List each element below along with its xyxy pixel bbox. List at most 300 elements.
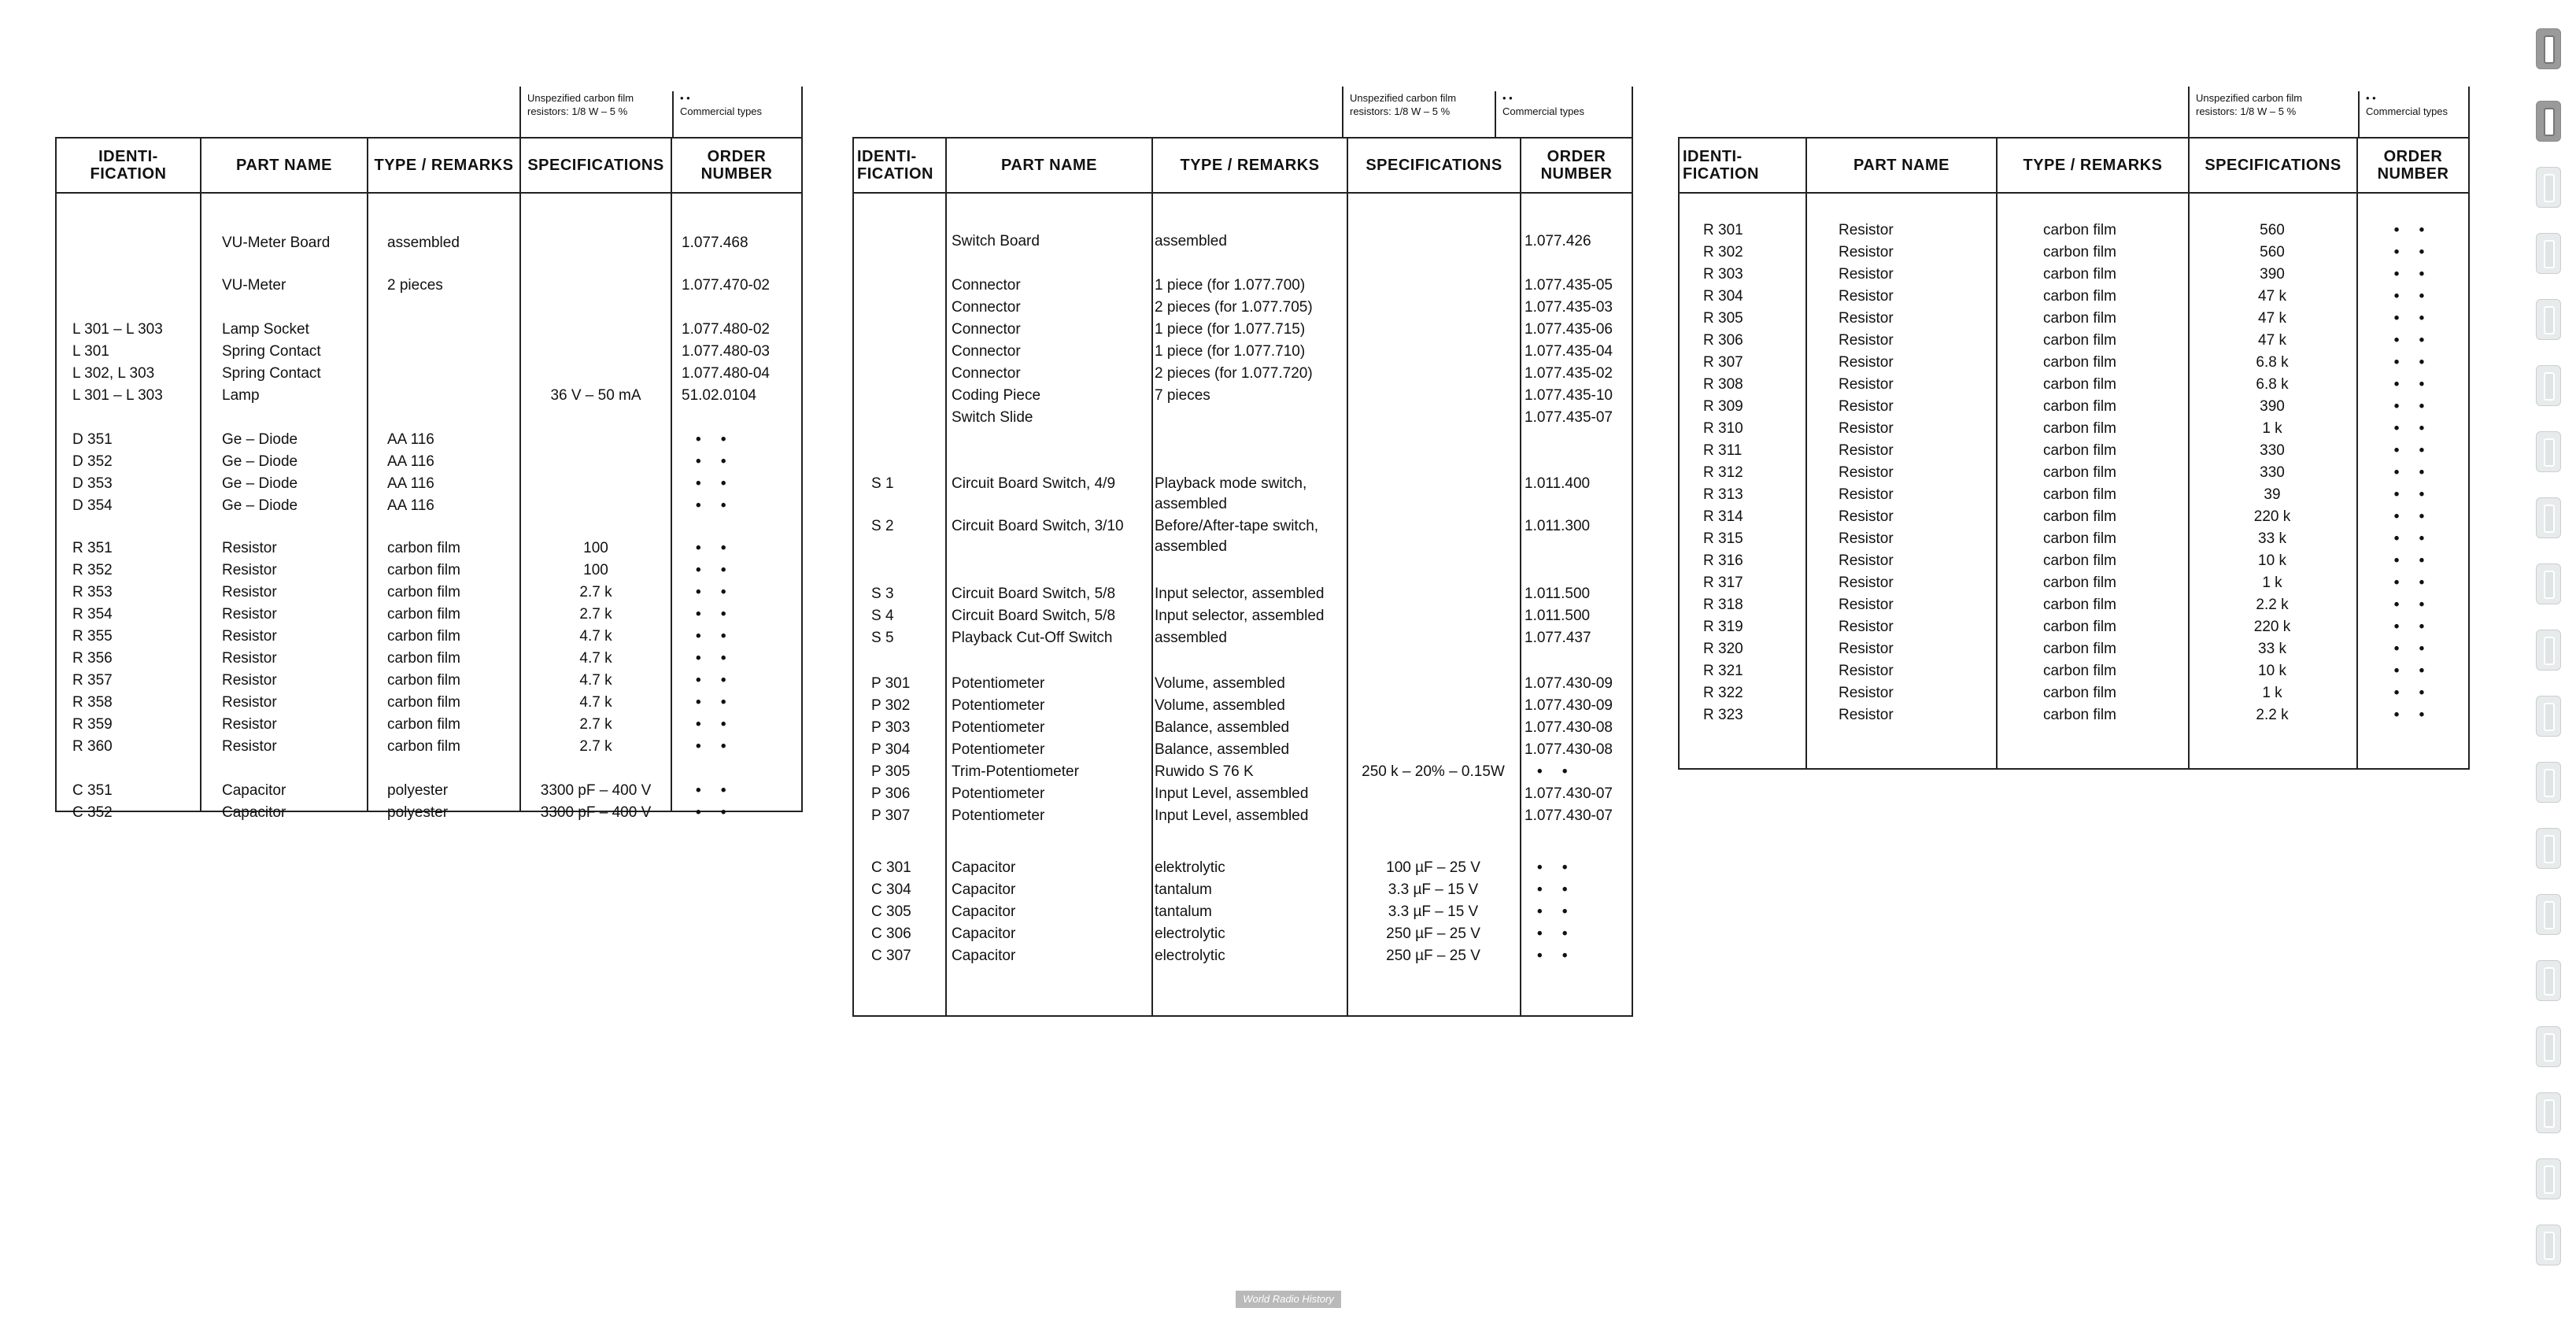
cell-identification: R 321 (1703, 663, 1743, 679)
cell-part-name: Lamp Socket (222, 321, 309, 338)
cell-type-remarks: assembled (1155, 538, 1227, 555)
unspecified-note: Unspezified carbon film resistors: 1/8 W – 5 % (2196, 92, 2303, 117)
table-row (854, 386, 1632, 406)
cell-type-remarks: carbon film (2043, 288, 2116, 305)
cell-identification: L 301 – L 303 (72, 387, 163, 404)
cell-specifications: 2.2 k (2256, 597, 2289, 613)
table-row (854, 320, 1632, 340)
table-row (57, 648, 801, 669)
table-row (1680, 331, 2468, 351)
cell-identification: P 305 (871, 763, 911, 780)
cell-order-number: 1.077.430-08 (1525, 741, 1613, 758)
cell-order-number: • • (2393, 464, 2433, 481)
cell-type-remarks: Input Level, assembled (1155, 785, 1309, 802)
cell-type-remarks: Ruwido S 76 K (1155, 763, 1254, 780)
cell-order-number: • • (696, 672, 734, 689)
header-note (2188, 87, 2470, 137)
cell-order-number: 1.077.430-09 (1525, 675, 1613, 692)
cell-part-name: Capacitor (952, 903, 1016, 920)
cell-order-number: • • (2393, 244, 2433, 260)
table-row (1680, 507, 2468, 527)
index-tab (2536, 563, 2561, 604)
cell-order-number: 1.011.500 (1525, 608, 1591, 624)
cell-identification: S 2 (871, 518, 894, 534)
cell-identification: R 308 (1703, 376, 1743, 393)
cell-specifications (521, 342, 671, 362)
table-row (57, 803, 801, 823)
cell-type-remarks: 2 pieces (for 1.077.720) (1155, 365, 1313, 382)
cell-identification: D 354 (72, 497, 113, 514)
cell-order-number: • • (2393, 663, 2433, 679)
index-tab (2536, 894, 2561, 935)
cell-part-name: Switch Slide (952, 409, 1033, 426)
table-row (57, 693, 801, 713)
cell-order-number: 1.077.470-02 (682, 277, 770, 294)
table-row (854, 342, 1632, 362)
cell-identification: R 357 (72, 672, 113, 689)
cell-identification: R 306 (1703, 332, 1743, 349)
unspecified-note: Unspezified carbon film resistors: 1/8 W – 5 % (1350, 92, 1457, 117)
cell-type-remarks: carbon film (387, 606, 460, 623)
cell-identification: P 303 (871, 719, 911, 736)
cell-specifications (1347, 516, 1520, 537)
table-row (57, 430, 801, 450)
cell-type-remarks: carbon film (2043, 597, 2116, 613)
table-row (854, 474, 1632, 494)
cell-order-number: • • (2393, 288, 2433, 305)
cell-type-remarks: assembled (1155, 496, 1227, 512)
cell-specifications: 1 k (2262, 420, 2282, 437)
cell-identification: R 302 (1703, 244, 1743, 260)
cell-identification: R 316 (1703, 552, 1743, 569)
index-tab (2536, 299, 2561, 340)
cell-identification: R 314 (1703, 508, 1743, 525)
cell-part-name: Resistor (1839, 266, 1894, 283)
cell-identification: L 301 – L 303 (72, 321, 163, 338)
cell-specifications (521, 474, 671, 494)
cell-type-remarks: Volume, assembled (1155, 675, 1285, 692)
cell-order-number: 1.077.468 (682, 235, 748, 251)
table-row (57, 233, 801, 253)
cell-type-remarks: Volume, assembled (1155, 697, 1285, 714)
table-row (57, 781, 801, 801)
table-row (1680, 705, 2468, 726)
cell-part-name: Resistor (1839, 663, 1894, 679)
cell-specifications (521, 496, 671, 516)
cell-type-remarks: carbon film (2043, 552, 2116, 569)
cell-type-remarks: carbon film (2043, 641, 2116, 657)
table-row (57, 386, 801, 406)
table-row (57, 560, 801, 581)
index-tab (2536, 630, 2561, 671)
cell-order-number: • • (696, 716, 734, 733)
cell-specifications (1347, 628, 1520, 648)
cell-identification: R 359 (72, 716, 113, 733)
cell-part-name: Resistor (1839, 552, 1894, 569)
cell-specifications: 330 (2260, 442, 2285, 459)
cell-order-number: • • (2393, 641, 2433, 657)
cell-specifications (1347, 740, 1520, 760)
cell-specifications: 47 k (2258, 310, 2286, 327)
cell-part-name: Switch Board (952, 233, 1040, 249)
cell-specifications: 1 k (2262, 685, 2282, 701)
cell-part-name: Ge – Diode (222, 475, 298, 492)
cell-part-name: Capacitor (952, 948, 1016, 964)
cell-part-name: Resistor (222, 738, 277, 755)
cell-identification: R 358 (72, 694, 113, 711)
table-row (57, 737, 801, 757)
cell-type-remarks: carbon film (2043, 354, 2116, 371)
cell-type-remarks: 1 piece (for 1.077.715) (1155, 321, 1306, 338)
cell-specifications: 560 (2260, 244, 2285, 260)
cell-identification: R 351 (72, 540, 113, 556)
cell-part-name: Resistor (1839, 420, 1894, 437)
table-row (1680, 551, 2468, 571)
cell-type-remarks: polyester (387, 782, 449, 799)
cell-identification: R 353 (72, 584, 113, 600)
cell-order-number: • • (2393, 222, 2433, 238)
cell-part-name: Resistor (1839, 707, 1894, 723)
cell-part-name: Resistor (222, 650, 277, 667)
table-row (57, 364, 801, 384)
table-row (854, 275, 1632, 296)
index-tab (2536, 233, 2561, 274)
cell-identification: D 351 (72, 431, 113, 448)
table-row (854, 806, 1632, 826)
col-part-name: PART NAME (1853, 157, 1950, 174)
cell-type-remarks: assembled (387, 235, 460, 251)
cell-specifications (1347, 494, 1520, 515)
cell-specifications (1347, 696, 1520, 716)
cell-specifications: 390 (2260, 266, 2285, 283)
cell-identification: S 4 (871, 608, 894, 624)
cell-identification: R 323 (1703, 707, 1743, 723)
table-body (1678, 137, 2470, 770)
cell-type-remarks: polyester (387, 804, 449, 821)
cell-identification: R 322 (1703, 685, 1743, 701)
table-row (1680, 286, 2468, 307)
cell-order-number: • • (2393, 552, 2433, 569)
cell-order-number: • • (696, 453, 734, 470)
cell-order-number: • • (2393, 508, 2433, 525)
cell-part-name: Capacitor (952, 926, 1016, 942)
cell-order-number: • • (1537, 859, 1576, 876)
cell-part-name: Resistor (1839, 222, 1894, 238)
cell-specifications (1347, 364, 1520, 384)
cell-specifications (1347, 342, 1520, 362)
cell-type-remarks: assembled (1155, 630, 1227, 646)
cell-specifications: 3.3 µF – 15 V (1388, 881, 1479, 898)
cell-type-remarks: Playback mode switch, (1155, 475, 1307, 492)
cell-identification: R 319 (1703, 619, 1743, 635)
cell-part-name: Capacitor (222, 782, 286, 799)
cell-type-remarks: electrolytic (1155, 948, 1225, 964)
cell-identification: R 315 (1703, 530, 1743, 547)
cell-type-remarks: carbon film (387, 584, 460, 600)
cell-part-name: VU-Meter (222, 277, 286, 294)
table-row (57, 582, 801, 603)
cell-type-remarks: carbon film (2043, 685, 2116, 701)
cell-order-number: • • (2393, 707, 2433, 723)
col-identification: IDENTI- FICATION (90, 148, 167, 183)
cell-type-remarks: carbon film (2043, 420, 2116, 437)
cell-identification: S 5 (871, 630, 894, 646)
cell-specifications: 2.7 k (579, 716, 612, 733)
cell-identification: R 301 (1703, 222, 1743, 238)
cell-part-name: Spring Contact (222, 343, 321, 360)
cell-type-remarks: Input selector, assembled (1155, 586, 1325, 602)
cell-specifications: 3300 pF – 400 V (540, 782, 652, 799)
cell-order-number: • • (2393, 442, 2433, 459)
table-header (854, 139, 1632, 194)
table-row (854, 740, 1632, 760)
cell-specifications: 100 (583, 562, 608, 578)
cell-type-remarks: carbon film (2043, 663, 2116, 679)
cell-specifications (1347, 474, 1520, 494)
cell-order-number: 1.077.480-02 (682, 321, 770, 338)
cell-order-number: 1.077.435-02 (1525, 365, 1613, 382)
cell-identification: R 354 (72, 606, 113, 623)
cell-order-number: 1.011.300 (1525, 518, 1591, 534)
cell-order-number: 1.077.437 (1525, 630, 1591, 646)
parts-table-1 (55, 87, 803, 874)
cell-identification: R 309 (1703, 398, 1743, 415)
commercial-note: • • Commercial types (2358, 91, 2448, 137)
cell-specifications (1347, 584, 1520, 604)
cell-type-remarks: Balance, assembled (1155, 741, 1290, 758)
col-type-remarks: TYPE / REMARKS (2023, 157, 2163, 174)
cell-order-number: • • (2393, 597, 2433, 613)
cell-part-name: Resistor (1839, 597, 1894, 613)
cell-type-remarks: carbon film (2043, 398, 2116, 415)
cell-specifications: 47 k (2258, 332, 2286, 349)
cell-specifications: 2.7 k (579, 606, 612, 623)
cell-specifications: 250 k – 20% – 0.15W (1362, 763, 1505, 780)
cell-part-name: VU-Meter Board (222, 235, 331, 251)
table-header (1680, 139, 2468, 194)
table-row (1680, 397, 2468, 417)
table-row (1680, 661, 2468, 682)
cell-identification: C 304 (871, 881, 911, 898)
cell-specifications: 47 k (2258, 288, 2286, 305)
cell-order-number: 1.077.430-07 (1525, 807, 1613, 824)
cell-part-name: Resistor (1839, 486, 1894, 503)
cell-part-name: Resistor (1839, 442, 1894, 459)
header-note (519, 87, 803, 137)
cell-order-number: 1.077.435-05 (1525, 277, 1613, 294)
cell-part-name: Potentiometer (952, 807, 1045, 824)
table-row (854, 231, 1632, 252)
index-tab (2536, 1225, 2561, 1265)
parts-table-2 (852, 87, 1633, 964)
cell-identification: P 301 (871, 675, 911, 692)
cell-specifications (1347, 718, 1520, 738)
cell-type-remarks: carbon film (2043, 464, 2116, 481)
cell-order-number: • • (696, 650, 734, 667)
index-tab (2536, 828, 2561, 869)
cell-order-number: 1.077.435-03 (1525, 299, 1613, 316)
cell-order-number: 1.077.430-09 (1525, 697, 1613, 714)
cell-part-name: Potentiometer (952, 719, 1045, 736)
cell-identification: R 356 (72, 650, 113, 667)
cell-type-remarks: carbon film (2043, 575, 2116, 591)
cell-specifications: 33 k (2258, 641, 2286, 657)
commercial-note: • • Commercial types (1495, 91, 1584, 137)
cell-part-name: Resistor (222, 540, 277, 556)
cell-specifications: 390 (2260, 398, 2285, 415)
cell-part-name: Resistor (1839, 288, 1894, 305)
cell-part-name: Resistor (222, 628, 277, 645)
table-row (854, 628, 1632, 648)
cell-identification: D 352 (72, 453, 113, 470)
cell-identification: P 304 (871, 741, 911, 758)
table-row (57, 275, 801, 296)
cell-identification: R 305 (1703, 310, 1743, 327)
header-note (1342, 87, 1633, 137)
cell-order-number: 1.077.435-10 (1525, 387, 1613, 404)
cell-specifications: 100 (583, 540, 608, 556)
index-tab (2536, 696, 2561, 737)
cell-part-name: Resistor (222, 716, 277, 733)
cell-specifications (1347, 408, 1520, 428)
cell-type-remarks: carbon film (2043, 508, 2116, 525)
col-identification: IDENTI- FICATION (857, 148, 933, 183)
cell-specifications (521, 452, 671, 472)
cell-specifications (1347, 806, 1520, 826)
cell-specifications: 330 (2260, 464, 2285, 481)
table-row (57, 671, 801, 691)
cell-specifications (1347, 231, 1520, 252)
cell-specifications: 2.2 k (2256, 707, 2289, 723)
table-row (1680, 220, 2468, 241)
cell-type-remarks: AA 116 (387, 431, 434, 448)
col-specifications: SPECIFICATIONS (1366, 157, 1502, 174)
cell-type-remarks: 1 piece (for 1.077.710) (1155, 343, 1306, 360)
table-row (1680, 617, 2468, 637)
index-tab (2536, 365, 2561, 406)
cell-type-remarks: carbon film (2043, 332, 2116, 349)
cell-order-number: • • (2393, 575, 2433, 591)
col-specifications: SPECIFICATIONS (527, 157, 664, 174)
cell-order-number: • • (696, 694, 734, 711)
cell-type-remarks: 2 pieces (387, 277, 443, 294)
cell-part-name: Spring Contact (222, 365, 321, 382)
cell-part-name: Connector (952, 343, 1021, 360)
cell-part-name: Potentiometer (952, 697, 1045, 714)
cell-identification: P 307 (871, 807, 911, 824)
cell-part-name: Resistor (1839, 398, 1894, 415)
cell-order-number: • • (696, 584, 734, 600)
cell-specifications: 33 k (2258, 530, 2286, 547)
col-type-remarks: TYPE / REMARKS (374, 157, 514, 174)
table-row (57, 452, 801, 472)
cell-type-remarks: carbon film (387, 694, 460, 711)
cell-part-name: Connector (952, 321, 1021, 338)
cell-part-name: Lamp (222, 387, 260, 404)
cell-specifications: 220 k (2253, 508, 2291, 525)
cell-order-number: • • (696, 475, 734, 492)
index-tab (2536, 960, 2561, 1001)
cell-part-name: Resistor (222, 562, 277, 578)
table-row (854, 516, 1632, 537)
cell-specifications: 1 k (2262, 575, 2282, 591)
table-row (1680, 639, 2468, 660)
col-type-remarks: TYPE / REMARKS (1180, 157, 1320, 174)
cell-order-number: 1.077.426 (1525, 233, 1591, 249)
cell-order-number: • • (696, 562, 734, 578)
cell-type-remarks: 2 pieces (for 1.077.705) (1155, 299, 1313, 316)
cell-type-remarks: Input selector, assembled (1155, 608, 1325, 624)
table-row (1680, 529, 2468, 549)
cell-specifications (521, 275, 671, 296)
table-row (57, 604, 801, 625)
cell-identification: R 311 (1703, 442, 1743, 459)
cell-specifications (1347, 297, 1520, 318)
cell-part-name: Resistor (1839, 464, 1894, 481)
table-body (852, 137, 1633, 1017)
cell-part-name: Resistor (1839, 508, 1894, 525)
cell-type-remarks: Input Level, assembled (1155, 807, 1309, 824)
cell-order-number: • • (2393, 619, 2433, 635)
cell-identification: C 301 (871, 859, 911, 876)
cell-order-number: • • (2393, 420, 2433, 437)
table-row (57, 320, 801, 340)
table-row (854, 924, 1632, 944)
cell-order-number: 1.077.430-07 (1525, 785, 1613, 802)
index-tab (2536, 167, 2561, 208)
cell-specifications (521, 364, 671, 384)
cell-type-remarks: AA 116 (387, 453, 434, 470)
cell-order-number: • • (696, 782, 734, 799)
cell-part-name: Circuit Board Switch, 4/9 (952, 475, 1116, 492)
cell-part-name: Potentiometer (952, 675, 1045, 692)
cell-type-remarks: carbon film (387, 672, 460, 689)
cell-specifications (1347, 320, 1520, 340)
cell-part-name: Connector (952, 365, 1021, 382)
cell-part-name: Resistor (1839, 641, 1894, 657)
cell-specifications: 2.7 k (579, 738, 612, 755)
cell-order-number: 1.077.435-04 (1525, 343, 1613, 360)
cell-part-name: Playback Cut-Off Switch (952, 630, 1113, 646)
cell-type-remarks: assembled (1155, 233, 1227, 249)
cell-specifications: 4.7 k (579, 672, 612, 689)
cell-part-name: Resistor (1839, 530, 1894, 547)
col-specifications: SPECIFICATIONS (2205, 157, 2341, 174)
col-part-name: PART NAME (236, 157, 332, 174)
cell-type-remarks: electrolytic (1155, 926, 1225, 942)
table-row (57, 474, 801, 494)
cell-type-remarks: carbon film (2043, 222, 2116, 238)
cell-type-remarks: Balance, assembled (1155, 719, 1290, 736)
cell-identification: R 303 (1703, 266, 1743, 283)
table-row (1680, 595, 2468, 615)
cell-type-remarks: 7 pieces (1155, 387, 1210, 404)
cell-order-number: • • (2393, 332, 2433, 349)
cell-order-number: 1.077.435-07 (1525, 409, 1613, 426)
cell-part-name: Potentiometer (952, 785, 1045, 802)
cell-part-name: Connector (952, 299, 1021, 316)
cell-type-remarks: carbon film (2043, 619, 2116, 635)
cell-order-number: • • (696, 628, 734, 645)
cell-part-name: Resistor (1839, 685, 1894, 701)
table-row (854, 718, 1632, 738)
cell-part-name: Capacitor (222, 804, 286, 821)
cell-specifications: 39 (2264, 486, 2281, 503)
cell-order-number: 1.077.430-08 (1525, 719, 1613, 736)
table-row (854, 537, 1632, 557)
table-row (854, 946, 1632, 966)
table-row (57, 342, 801, 362)
